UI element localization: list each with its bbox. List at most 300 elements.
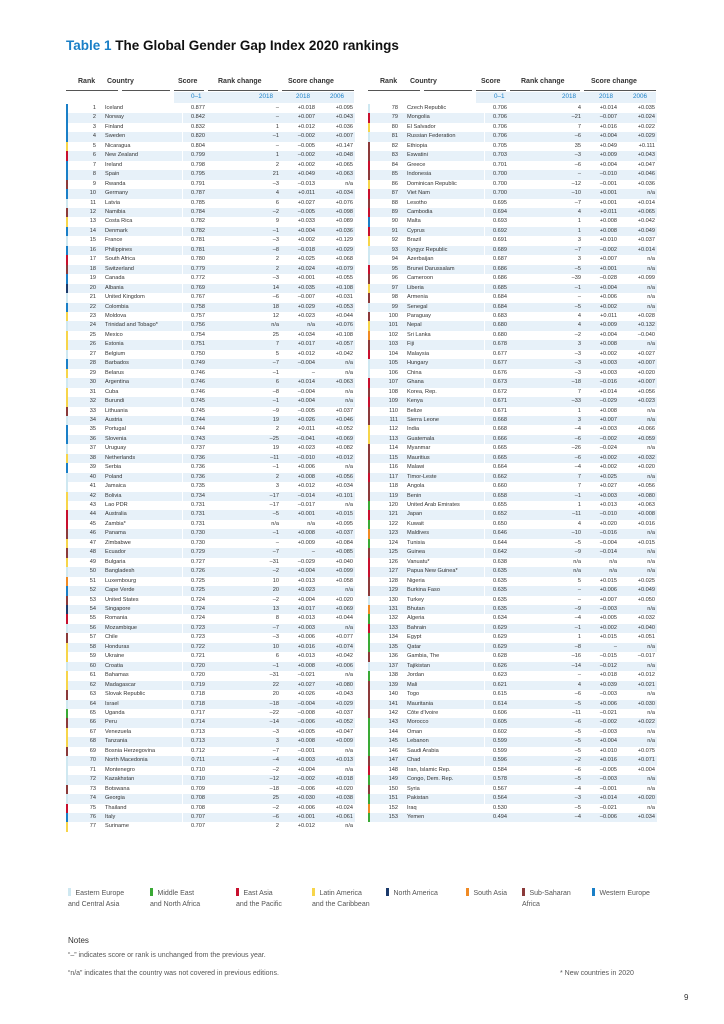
country-cell: Lebanon bbox=[403, 737, 485, 746]
country-cell: Japan bbox=[403, 510, 485, 519]
score-change-2006-cell: +0.028 bbox=[637, 312, 655, 319]
score-change-2018-cell: –0.002 bbox=[281, 132, 317, 141]
rank-cell: 32 bbox=[67, 397, 101, 406]
score-cell: 0.722 bbox=[183, 643, 209, 652]
score-change-2006-cell: n/a bbox=[647, 256, 655, 263]
table-row bbox=[369, 397, 657, 406]
score-change-2006-cell: n/a bbox=[647, 407, 655, 414]
score-cell: 0.578 bbox=[485, 775, 511, 784]
rank-cell: 83 bbox=[369, 151, 403, 160]
score-cell: 0.735 bbox=[191, 483, 205, 490]
rank-change-cell: 1 bbox=[577, 407, 581, 414]
table-row bbox=[369, 633, 657, 642]
header-rule bbox=[368, 90, 420, 91]
score-change-2006-cell: +0.049 bbox=[619, 227, 657, 236]
rank-cell: 141 bbox=[369, 700, 403, 709]
rank-change-cell: –31 bbox=[269, 672, 279, 679]
table-row bbox=[369, 321, 657, 330]
rank-cell: 142 bbox=[369, 709, 403, 718]
score-change-2018-cell: –0.005 bbox=[297, 142, 315, 149]
country-cell: Costa Rica bbox=[105, 218, 133, 225]
table-row bbox=[369, 132, 657, 141]
legend-item bbox=[466, 888, 507, 899]
legend-item bbox=[592, 888, 650, 899]
rank-change-cell: –18 bbox=[209, 700, 281, 709]
rank-change-cell: –22 bbox=[269, 710, 279, 716]
score-change-2006-cell: +0.047 bbox=[335, 728, 353, 735]
score-cell: 0.772 bbox=[191, 275, 205, 282]
score-change-2018-cell: –0.016 bbox=[583, 378, 619, 387]
rank-cell: 136 bbox=[369, 652, 403, 661]
rank-change-cell: 2 bbox=[275, 823, 279, 830]
score-cell: 0.730 bbox=[183, 529, 209, 538]
rank-change-cell: – bbox=[275, 142, 279, 149]
rank-cell: 61 bbox=[67, 671, 101, 680]
score-change-2006-cell: n/a bbox=[317, 359, 355, 368]
rank-change-cell: –6 bbox=[511, 132, 583, 141]
score-change-2006-cell: +0.007 bbox=[619, 359, 657, 368]
table-row bbox=[369, 614, 657, 623]
rank-cell: 5 bbox=[67, 142, 101, 151]
country-cell: El Salvador bbox=[407, 123, 436, 130]
rank-cell: 112 bbox=[369, 425, 403, 434]
score-change-2018-cell: +0.013 bbox=[599, 502, 617, 509]
score-cell: 0.712 bbox=[191, 747, 205, 754]
rank-change-cell: –2 bbox=[272, 766, 279, 773]
country-cell: United Kingdom bbox=[105, 294, 145, 301]
rank-change-cell: n/a bbox=[209, 321, 281, 330]
score-change-2018-cell: +0.004 bbox=[281, 227, 317, 236]
rank-cell: 95 bbox=[369, 265, 403, 274]
country-cell: United Arab Emirates bbox=[407, 502, 460, 509]
score-cell: 0.769 bbox=[183, 284, 209, 293]
table-row bbox=[369, 709, 657, 718]
score-cell: 0.686 bbox=[485, 265, 511, 274]
score-change-2006-cell: +0.075 bbox=[637, 747, 655, 754]
rank-cell: 127 bbox=[369, 567, 403, 576]
table-row bbox=[369, 596, 657, 605]
score-change-2018-cell: +0.049 bbox=[599, 142, 617, 149]
rank-cell: 120 bbox=[369, 501, 403, 510]
score-change-2018-cell: +0.008 bbox=[599, 407, 617, 414]
country-cell: Syria bbox=[407, 785, 420, 792]
score-cell: 0.751 bbox=[183, 340, 209, 349]
score-cell: 0.599 bbox=[493, 747, 507, 754]
rank-cell: 45 bbox=[67, 520, 101, 529]
score-cell: 0.804 bbox=[191, 142, 205, 149]
country-cell: Hungary bbox=[403, 359, 485, 368]
country-cell: Angola bbox=[407, 483, 425, 490]
table-row bbox=[369, 208, 657, 217]
rank-change-cell: –18 bbox=[511, 378, 583, 387]
rank-cell: 31 bbox=[67, 388, 101, 397]
score-change-2006-cell: n/a bbox=[345, 180, 353, 187]
score-change-2006-cell: +0.089 bbox=[335, 218, 353, 225]
legend-item bbox=[386, 888, 438, 899]
score-cell: 0.706 bbox=[493, 123, 507, 130]
score-change-2006-cell: +0.015 bbox=[317, 510, 355, 519]
score-change-2006-cell: +0.032 bbox=[619, 454, 657, 463]
rank-cell: 122 bbox=[369, 520, 403, 529]
table-row bbox=[369, 227, 657, 236]
table-row bbox=[369, 804, 657, 813]
rank-change-cell: –5 bbox=[511, 700, 583, 709]
score-change-2006-cell: +0.023 bbox=[619, 397, 657, 406]
country-cell: Albania bbox=[101, 284, 183, 293]
score-change-2018-cell: –0.002 bbox=[583, 246, 619, 255]
rank-cell: 124 bbox=[369, 539, 403, 548]
table-row bbox=[67, 312, 355, 321]
rank-cell: 19 bbox=[67, 274, 101, 283]
score-change-2006-cell: +0.063 bbox=[637, 502, 655, 509]
score-change-2006-cell: –0.017 bbox=[637, 653, 655, 660]
rank-cell: 3 bbox=[67, 123, 101, 132]
score-change-2006-cell: n/a bbox=[619, 416, 657, 425]
score-change-2006-cell: n/a bbox=[619, 605, 657, 614]
score-cell: 0.726 bbox=[183, 567, 209, 576]
rank-cell: 77 bbox=[67, 822, 101, 831]
rank-cell: 75 bbox=[67, 804, 101, 813]
rank-cell: 123 bbox=[369, 529, 403, 538]
score-change-2006-cell: +0.084 bbox=[335, 539, 353, 546]
rank-cell: 137 bbox=[369, 662, 403, 671]
country-cell: Switzerland bbox=[101, 265, 183, 274]
score-cell: 0.614 bbox=[485, 700, 511, 709]
table-row bbox=[67, 444, 355, 453]
score-cell: 0.725 bbox=[183, 586, 209, 595]
score-change-2018-cell: +0.011 bbox=[298, 426, 315, 433]
score-change-2018-cell: –0.007 bbox=[583, 113, 619, 122]
rank-cell: 29 bbox=[67, 369, 101, 378]
score-change-2018-cell: +0.007 bbox=[599, 596, 617, 603]
country-cell: Denmark bbox=[101, 227, 183, 236]
table-row bbox=[369, 189, 657, 198]
score-change-2006-cell: +0.042 bbox=[637, 218, 655, 225]
score-change-2006-cell: +0.099 bbox=[637, 275, 655, 282]
score-cell: 0.684 bbox=[493, 294, 507, 301]
header-rank: Rank bbox=[78, 78, 96, 85]
score-cell: 0.646 bbox=[485, 529, 511, 538]
score-change-2006-cell: +0.095 bbox=[335, 520, 353, 527]
score-change-2006-cell: +0.036 bbox=[335, 123, 353, 130]
table-row bbox=[369, 407, 657, 416]
rank-change-cell: –16 bbox=[571, 653, 581, 660]
score-change-2006-cell: +0.014 bbox=[637, 199, 655, 206]
score-cell: 0.779 bbox=[183, 265, 209, 274]
score-cell: 0.820 bbox=[183, 132, 209, 141]
score-change-2018-cell: +0.003 bbox=[599, 426, 617, 433]
score-change-2018-cell: +0.014 bbox=[599, 105, 617, 111]
score-cell: 0.686 bbox=[493, 275, 507, 282]
page-number: 9 bbox=[684, 993, 689, 1002]
rank-cell: 101 bbox=[369, 321, 403, 330]
rank-cell: 132 bbox=[369, 614, 403, 623]
legend-swatch bbox=[236, 888, 239, 896]
table-row bbox=[369, 199, 657, 208]
table-row bbox=[369, 113, 657, 122]
score-change-2018-cell: +0.004 bbox=[599, 331, 617, 338]
score-change-2018-cell: +0.003 bbox=[583, 492, 619, 501]
rank-cell: 60 bbox=[67, 662, 101, 671]
rank-change-cell: 3 bbox=[577, 256, 581, 263]
rank-cell: 119 bbox=[369, 492, 403, 501]
rank-change-cell: –3 bbox=[272, 180, 279, 187]
score-change-2018-cell: +0.014 bbox=[281, 378, 317, 387]
rank-cell: 30 bbox=[67, 378, 101, 387]
table-row bbox=[67, 728, 355, 737]
score-change-2018-cell: –0.014 bbox=[583, 548, 619, 557]
rank-cell: 121 bbox=[369, 510, 403, 519]
score-cell: 0.717 bbox=[191, 710, 205, 716]
country-cell: Latvia bbox=[105, 199, 120, 206]
table-row bbox=[369, 501, 657, 510]
score-cell: 0.791 bbox=[191, 180, 205, 187]
score-change-2006-cell: +0.076 bbox=[317, 321, 355, 330]
country-cell: Burkina Faso bbox=[403, 586, 485, 595]
score-change-2018-cell: +0.011 bbox=[281, 189, 317, 198]
score-cell: 0.767 bbox=[191, 294, 205, 301]
score-change-2006-cell: +0.040 bbox=[619, 624, 657, 633]
score-change-2018-cell: – bbox=[281, 548, 317, 557]
score-cell: 0.707 bbox=[183, 813, 209, 822]
score-change-2018-cell: –0.004 bbox=[281, 700, 317, 709]
score-cell: 0.629 bbox=[485, 643, 511, 652]
rank-change-cell: 10 bbox=[272, 577, 279, 584]
score-change-2018-cell: +0.009 bbox=[297, 539, 315, 546]
rank-cell: 54 bbox=[67, 605, 101, 614]
score-change-2006-cell: +0.076 bbox=[335, 199, 353, 206]
score-change-2006-cell: +0.022 bbox=[619, 718, 657, 727]
rank-cell: 140 bbox=[369, 690, 403, 699]
table-row bbox=[369, 303, 657, 312]
rank-cell: 34 bbox=[67, 416, 101, 425]
rank-change-cell: 25 bbox=[209, 794, 281, 803]
rank-cell: 74 bbox=[67, 794, 101, 803]
score-cell: 0.685 bbox=[485, 284, 511, 293]
country-cell: Dominican Republic bbox=[407, 180, 457, 187]
country-cell: Suriname bbox=[105, 823, 129, 830]
header-rule bbox=[584, 90, 656, 91]
rank-cell: 50 bbox=[67, 567, 101, 576]
country-cell: Guinea bbox=[403, 548, 485, 557]
score-change-2018-cell: +0.006 bbox=[297, 804, 315, 811]
country-cell: Argentina bbox=[101, 378, 183, 387]
country-cell: Rwanda bbox=[105, 180, 126, 187]
rank-change-cell: –6 bbox=[511, 435, 583, 444]
rank-cell: 7 bbox=[67, 161, 101, 170]
country-cell: Venezuela bbox=[105, 728, 132, 735]
score-cell: 0.660 bbox=[493, 483, 507, 490]
score-cell: 0.756 bbox=[183, 321, 209, 330]
rank-cell: 139 bbox=[369, 681, 403, 690]
country-cell: Bahamas bbox=[105, 672, 129, 679]
score-change-2018-cell: –0.018 bbox=[281, 246, 317, 255]
score-change-2018-cell: +0.010 bbox=[599, 747, 617, 754]
country-cell: Estonia bbox=[101, 340, 183, 349]
rank-cell: 64 bbox=[67, 700, 101, 709]
table-row bbox=[369, 142, 657, 151]
country-cell: Jordan bbox=[407, 672, 425, 679]
score-change-2006-cell: n/a bbox=[619, 529, 657, 538]
rank-cell: 56 bbox=[67, 624, 101, 633]
table-row bbox=[369, 492, 657, 501]
score-change-2006-cell: +0.132 bbox=[619, 321, 657, 330]
score-cell: 0.714 bbox=[183, 718, 209, 727]
country-cell: Kenya bbox=[403, 397, 485, 406]
table-row bbox=[67, 558, 355, 567]
score-cell: 0.605 bbox=[485, 718, 511, 727]
score-change-2006-cell: +0.074 bbox=[317, 643, 355, 652]
table-row bbox=[67, 255, 355, 264]
score-change-2006-cell: +0.020 bbox=[335, 596, 353, 603]
rank-change-cell: 5 bbox=[577, 577, 581, 584]
score-change-2006-cell: +0.056 bbox=[317, 473, 355, 482]
score-cell: 0.719 bbox=[183, 681, 209, 690]
subheader-left bbox=[66, 93, 352, 102]
table-row bbox=[67, 246, 355, 255]
rank-cell: 135 bbox=[369, 643, 403, 652]
rank-change-cell: –1 bbox=[511, 284, 583, 293]
table-row bbox=[67, 756, 355, 765]
rank-cell: 38 bbox=[67, 454, 101, 463]
rank-cell: 102 bbox=[369, 331, 403, 340]
score-change-2018-cell: +0.034 bbox=[297, 331, 315, 338]
score-change-2018-cell: +0.035 bbox=[281, 284, 317, 293]
rank-change-cell: 1 bbox=[209, 151, 281, 160]
score-cell: 0.596 bbox=[485, 756, 511, 765]
score-cell: 0.708 bbox=[183, 794, 209, 803]
score-cell: 0.710 bbox=[191, 766, 205, 773]
score-change-2006-cell: +0.042 bbox=[335, 653, 353, 660]
country-cell: Mozambique bbox=[101, 624, 183, 633]
score-change-2006-cell: +0.030 bbox=[619, 700, 657, 709]
rank-change-cell: –12 bbox=[209, 775, 281, 784]
country-cell: Papua New Guinea* bbox=[403, 567, 485, 576]
rank-change-cell: –1 bbox=[209, 662, 281, 671]
score-change-2018-cell: –0.017 bbox=[297, 502, 315, 509]
table-row bbox=[369, 312, 657, 321]
rank-change-cell: –14 bbox=[511, 662, 583, 671]
table-row bbox=[369, 350, 657, 359]
table-row bbox=[369, 718, 657, 727]
table-row bbox=[67, 747, 355, 756]
score-cell: 0.606 bbox=[493, 710, 507, 716]
country-cell: Malta bbox=[407, 218, 421, 225]
score-cell: 0.724 bbox=[191, 615, 205, 622]
score-change-2006-cell: +0.053 bbox=[317, 303, 355, 312]
score-change-2018-cell: –0.041 bbox=[281, 435, 317, 444]
table-row bbox=[67, 199, 355, 208]
rank-cell: 97 bbox=[369, 284, 403, 293]
score-cell: 0.758 bbox=[183, 303, 209, 312]
score-change-2018-cell: +0.008 bbox=[583, 340, 619, 349]
score-change-2018-cell: +0.011 bbox=[600, 312, 617, 319]
country-cell: Mexico bbox=[105, 331, 123, 338]
rank-cell: 143 bbox=[369, 718, 403, 727]
rank-change-cell: 4 bbox=[209, 189, 281, 198]
rank-change-cell: 1 bbox=[275, 123, 279, 130]
score-change-2018-cell: – bbox=[311, 369, 315, 376]
rank-change-cell: –5 bbox=[511, 303, 583, 312]
score-change-2018-cell: +0.003 bbox=[281, 624, 317, 633]
score-cell: 0.718 bbox=[183, 700, 209, 709]
table-row bbox=[67, 236, 355, 245]
table-row bbox=[369, 236, 657, 245]
score-change-2018-cell: +0.009 bbox=[583, 321, 619, 330]
country-cell: Chad bbox=[403, 756, 485, 765]
rank-change-cell: –3 bbox=[511, 359, 583, 368]
country-cell: Nigeria bbox=[407, 577, 425, 584]
score-cell: 0.725 bbox=[191, 577, 205, 584]
rank-cell: 67 bbox=[67, 728, 101, 737]
score-change-2006-cell: +0.056 bbox=[637, 388, 655, 395]
score-cell: 0.564 bbox=[485, 794, 511, 803]
rank-cell: 106 bbox=[369, 369, 403, 378]
score-cell: 0.635 bbox=[485, 567, 511, 576]
rank-change-cell: –2 bbox=[209, 208, 281, 217]
table-row bbox=[369, 775, 657, 784]
score-cell: 0.678 bbox=[485, 340, 511, 349]
country-cell: Bosnia Herzegovina bbox=[105, 747, 156, 754]
header-rule bbox=[476, 90, 506, 91]
score-change-2006-cell: +0.008 bbox=[619, 510, 657, 519]
score-change-2018-cell: +0.008 bbox=[599, 218, 617, 225]
rank-cell: 100 bbox=[369, 312, 403, 321]
rank-cell: 23 bbox=[67, 312, 101, 321]
rank-change-cell: –17 bbox=[269, 502, 279, 509]
table-row bbox=[369, 813, 657, 822]
score-cell: 0.676 bbox=[493, 369, 507, 376]
score-change-2006-cell: +0.058 bbox=[335, 577, 353, 584]
country-cell: Luxembourg bbox=[105, 577, 137, 584]
table-row bbox=[369, 756, 657, 765]
score-cell: 0.695 bbox=[493, 199, 507, 206]
score-change-2018-cell: +0.027 bbox=[281, 681, 317, 690]
score-change-2006-cell: n/a bbox=[647, 728, 655, 735]
legend-label-line1: Sub-Saharan bbox=[529, 890, 571, 897]
score-change-2006-cell: +0.012 bbox=[637, 672, 655, 679]
header-score: Score bbox=[178, 78, 198, 85]
score-cell: 0.731 bbox=[191, 502, 205, 509]
score-change-2018-cell: +0.002 bbox=[599, 350, 617, 357]
score-cell: 0.780 bbox=[191, 256, 205, 263]
country-cell: Cameroon bbox=[407, 275, 434, 282]
score-cell: 0.652 bbox=[485, 510, 511, 519]
country-cell: Bulgaria bbox=[105, 558, 126, 565]
table-row bbox=[67, 407, 355, 416]
score-change-2018-cell: +0.008 bbox=[281, 737, 317, 746]
rank-cell: 1 bbox=[67, 104, 101, 113]
score-cell: 0.692 bbox=[485, 227, 511, 236]
score-change-2018-cell: +0.010 bbox=[599, 237, 617, 244]
rank-change-cell: – bbox=[209, 113, 281, 122]
rank-change-cell: 7 bbox=[577, 388, 581, 395]
score-change-2018-cell: +0.004 bbox=[583, 284, 619, 293]
score-change-2006-cell: +0.013 bbox=[317, 756, 355, 765]
score-change-2006-cell: +0.108 bbox=[335, 331, 353, 338]
rank-change-cell: 7 bbox=[577, 483, 581, 490]
score-cell: 0.634 bbox=[493, 615, 507, 622]
rank-cell: 109 bbox=[369, 397, 403, 406]
score-change-2006-cell: n/a bbox=[619, 284, 657, 293]
score-cell: 0.602 bbox=[493, 728, 507, 735]
score-cell: 0.691 bbox=[493, 237, 507, 244]
rank-change-cell: 14 bbox=[209, 284, 281, 293]
score-change-2006-cell: +0.043 bbox=[619, 151, 657, 160]
legend-swatch bbox=[592, 888, 595, 896]
score-change-2018-cell: +0.008 bbox=[583, 227, 619, 236]
rank-change-cell: 12 bbox=[272, 312, 279, 319]
